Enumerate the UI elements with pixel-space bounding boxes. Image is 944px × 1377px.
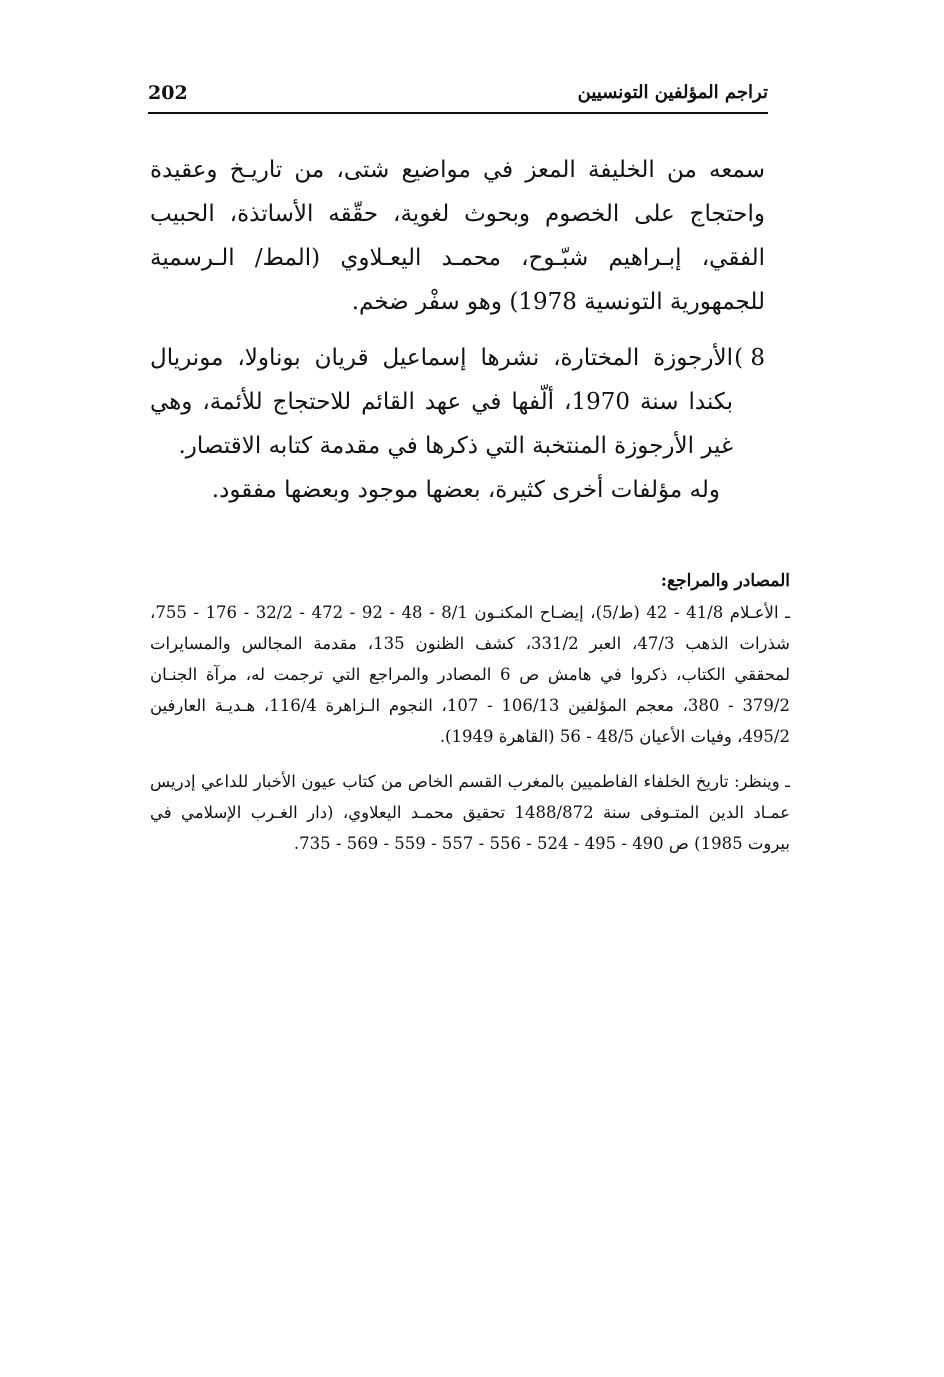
reference-entry: ـ وينظر: تاريخ الخلفاء الفاطميين بالمغرب القسم الخاص من كتاب عيون الأخبار للداعي إدريس عمـاد الدين المتـوفى سنة 1488/872 تحقيق محمـد اليعلاوي، (دار الغـرب الإسلامي في بيروت 1985) ص 490 - 495 - 524 - 556 - 557 - 559 - 569 - 735. bbox=[150, 772, 790, 853]
references-section bbox=[150, 566, 790, 873]
numbered-item bbox=[150, 336, 765, 468]
intro-paragraph: سمعه من الخليفة المعز في مواضيع شتى، من تاريـخ وعقيدة واحتجاج على الخصوم وبحوث لغوية، حقّقه الأساتذة، الحبيب الفقي، إبـراهيم شبّـوح، محمـد اليعـلاوي (المط/ الـرسمية للجمهورية التونسية 1978) وهو سفْر ضخم. bbox=[150, 157, 765, 315]
reference-entry: ـ الأعـلام 41/8 - 42 (ط/5)، إيضـاح المكنـون 8/1 - 48 - 92 - 472 - 32/2 - 176 - 755، شذرات الذهب 47/3، العبر 331/2، كشف الظنون 135، مقدمة المجالس والمسايرات لمحققي الكتاب، ذكروا في هامش ص 6 المصادر والمراجع التي ترجمت له، مرآة الجنـان 379/2 - 380، معجم المؤلفين 106/13 - 107، النجوم الـزاهرة 116/4، هـديـة العارفين 495/2، وفيات الأعيان 48/5 - 56 (القاهرة 1949). bbox=[150, 603, 790, 746]
references-heading: المصادر والمراجع: bbox=[660, 571, 790, 591]
main-text bbox=[150, 148, 765, 512]
closing-line: وله مؤلفات أخرى كثيرة، بعضها موجود وبعضها مفقود. bbox=[211, 477, 720, 503]
item-text: الأرجوزة المختارة، نشرها إسماعيل قريان بوناولا، مونريال بكندا سنة 1970، ألّفها في عهد القائم للاحتجاج للأئمة، وهي غير الأرجوزة المنتخبة التي ذكرها في مقدمة كتابه الاقتصار. bbox=[150, 345, 733, 459]
running-title: تراجم المؤلفين التونسيين bbox=[577, 82, 768, 103]
item-number: 8 ) bbox=[734, 345, 765, 371]
page-header bbox=[148, 80, 768, 114]
page-number: 202 bbox=[148, 82, 188, 104]
